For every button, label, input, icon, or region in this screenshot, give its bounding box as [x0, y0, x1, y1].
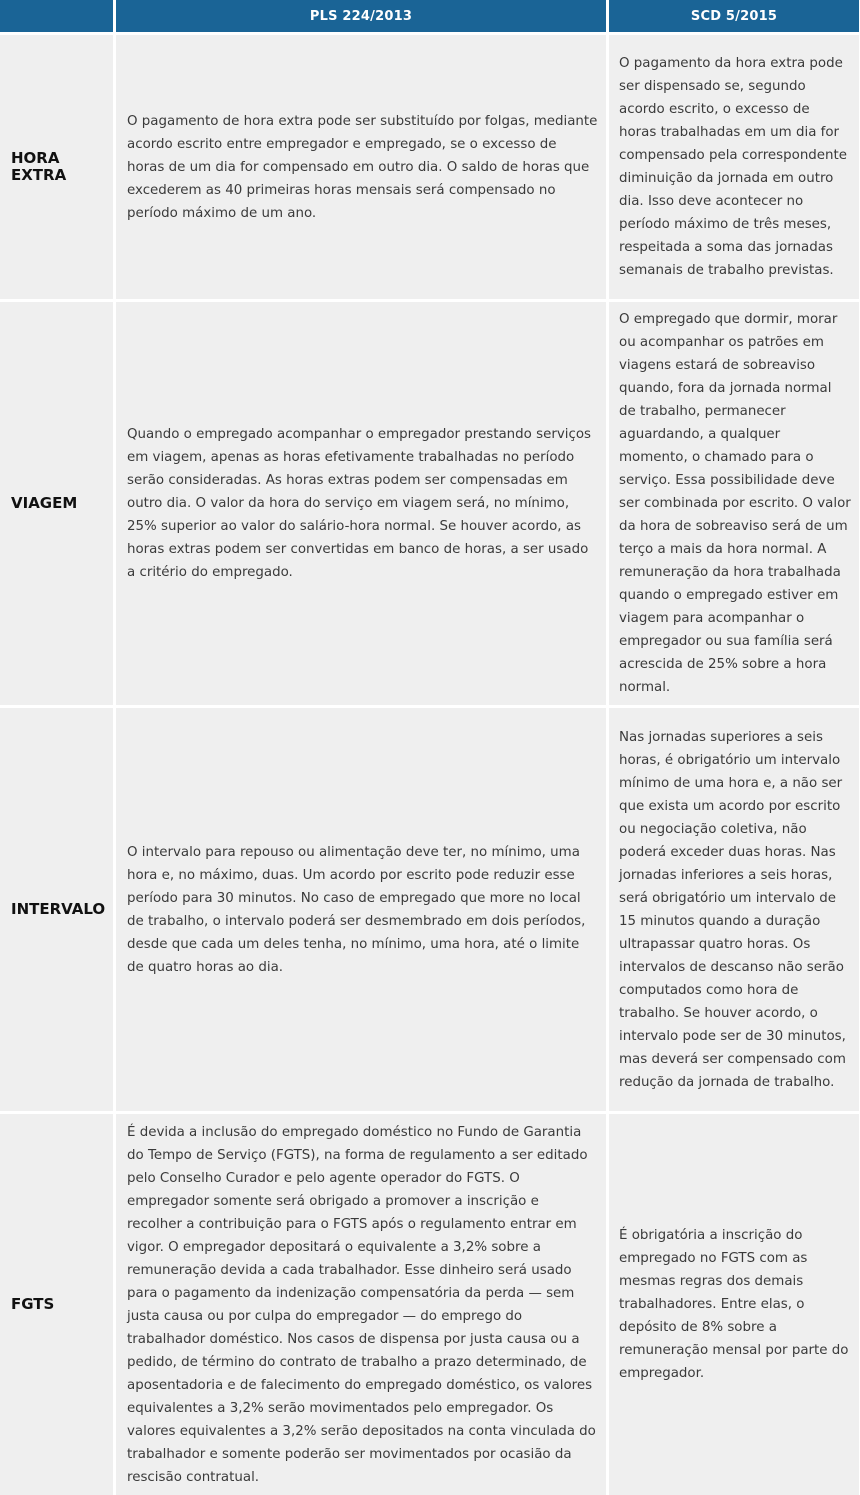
pls-cell-hora-extra — [116, 35, 606, 299]
header-cell-scd — [609, 0, 859, 32]
header-label-scd: SCD 5/2015 — [690, 8, 778, 24]
header-label-pls: PLS 224/2013 — [309, 8, 413, 24]
scd-text: O empregado que dormir, morar ou acompanhar os patrões em viagens estará de sobreaviso quando, fora da jornada normal de trabalho, permanecer aguardando, a qualquer momento, o chamado para o serviço. Essa possibilidade deve ser combinada por escrito. O valor da hora de sobreaviso será de um terço a mais da hora normal. A remuneração da hora trabalhada quando o empregado estiver em viagem para acompanhar o empregador ou sua família será acrescida de 25% sobre a hora normal. — [619, 312, 851, 695]
pls-text: É devida a inclusão do empregado doméstico no Fundo de Garantia do Tempo de Serviço (FGTS), na forma de regulamento a ser editado pelo Conselho Curador e pelo agente operador do FGTS. O empregador somente será obrigado a promover a inscrição e recolher a contribuição para o FGTS após o regulamento entrar em vigor. O empregador depositará o equivalente a 3,2% sobre a remuneração devida a cada trabalhador. Esse dinheiro será usado para o pagamento da indenização compensatória da perda — sem justa causa ou por culpa do empregador — do emprego do trabalhador doméstico. Nos casos de dispensa por justa causa ou a pedido, de término do contrato de trabalho a prazo determinado, de aposentadoria e de falecimento do empregado doméstico, os valores equivalentes a 3,2% serão movimentados pelo empregador. Os valores equivalentes a 3,2% serão depositados na conta vinculada do trabalhador e somente poderão ser movimentados por ocasião da rescisão contratual. — [127, 1124, 596, 1485]
scd-cell-fgts — [609, 1114, 859, 1495]
scd-text: Nas jornadas superiores a seis horas, é obrigatório um intervalo mínimo de uma hora e, a não ser que exista um acordo por escrito ou negociação coletiva, não poderá exceder duas horas. Nas jornadas inferiores a seis horas, será obrigatório um intervalo de 15 minutos quando a duração ultrapassar quatro horas. Os intervalos de descanso não serão computados como hora de trabalho. Se houver acordo, o intervalo pode ser de 30 minutos, mas deverá ser compensado com redução da jornada de trabalho. — [619, 729, 846, 1090]
row-label-text: HORA EXTRA — [11, 149, 67, 184]
scd-cell-hora-extra — [609, 35, 859, 299]
scd-text: É obrigatória a inscrição do empregado no FGTS com as mesmas regras dos demais trabalhadores. Entre elas, o depósito de 8% sobre a remuneração mensal por parte do empregador. — [619, 1228, 849, 1381]
row-label-viagem — [0, 302, 113, 705]
row-label-text: VIAGEM — [11, 494, 78, 512]
pls-cell-viagem — [116, 302, 606, 705]
scd-cell-viagem — [609, 302, 859, 705]
row-label-text: FGTS — [11, 1295, 55, 1313]
pls-text: O pagamento de hora extra pode ser substituído por folgas, mediante acordo escrito entre empregador e empregado, se o excesso de horas de um dia for compensado em outro dia. O saldo de horas que excederem as 40 primeiras horas mensais será compensado no período máximo de um ano. — [127, 113, 598, 221]
row-label-hora-extra — [0, 35, 113, 299]
pls-text: Quando o empregado acompanhar o empregador prestando serviços em viagem, apenas as horas efetivamente trabalhadas no período serão consideradas. As horas extras podem ser compensadas em outro dia. O valor da hora do serviço em viagem será, no mínimo, 25% superior ao valor do salário-hora normal. Se houver acordo, as horas extras podem ser convertidas em banco de horas, a ser usado a critério do empregado. — [127, 427, 592, 580]
scd-text: O pagamento da hora extra pode ser dispensado se, segundo acordo escrito, o excesso de horas trabalhadas em um dia for compensado pela correspondente diminuição da jornada em outro dia. Isso deve acontecer no período máximo de três meses, respeitada a soma das jornadas semanais de trabalho previstas. — [619, 56, 848, 278]
pls-cell-intervalo — [116, 708, 606, 1111]
pls-cell-fgts — [116, 1114, 606, 1495]
scd-cell-intervalo — [609, 708, 859, 1111]
row-label-text: INTERVALO — [11, 900, 106, 918]
pls-text: O intervalo para repouso ou alimentação deve ter, no mínimo, uma hora e, no máximo, duas. Um acordo por escrito pode reduzir esse período para 30 minutos. No caso de empregado que more no local de trabalho, o intervalo poderá ser desmembrado em dois períodos, desde que cada um deles tenha, no mínimo, uma hora, até o limite de quatro horas ao dia. — [127, 844, 586, 975]
header-cell-empty — [0, 0, 113, 32]
row-label-fgts — [0, 1114, 113, 1495]
row-label-intervalo — [0, 708, 113, 1111]
header-cell-pls — [116, 0, 606, 32]
